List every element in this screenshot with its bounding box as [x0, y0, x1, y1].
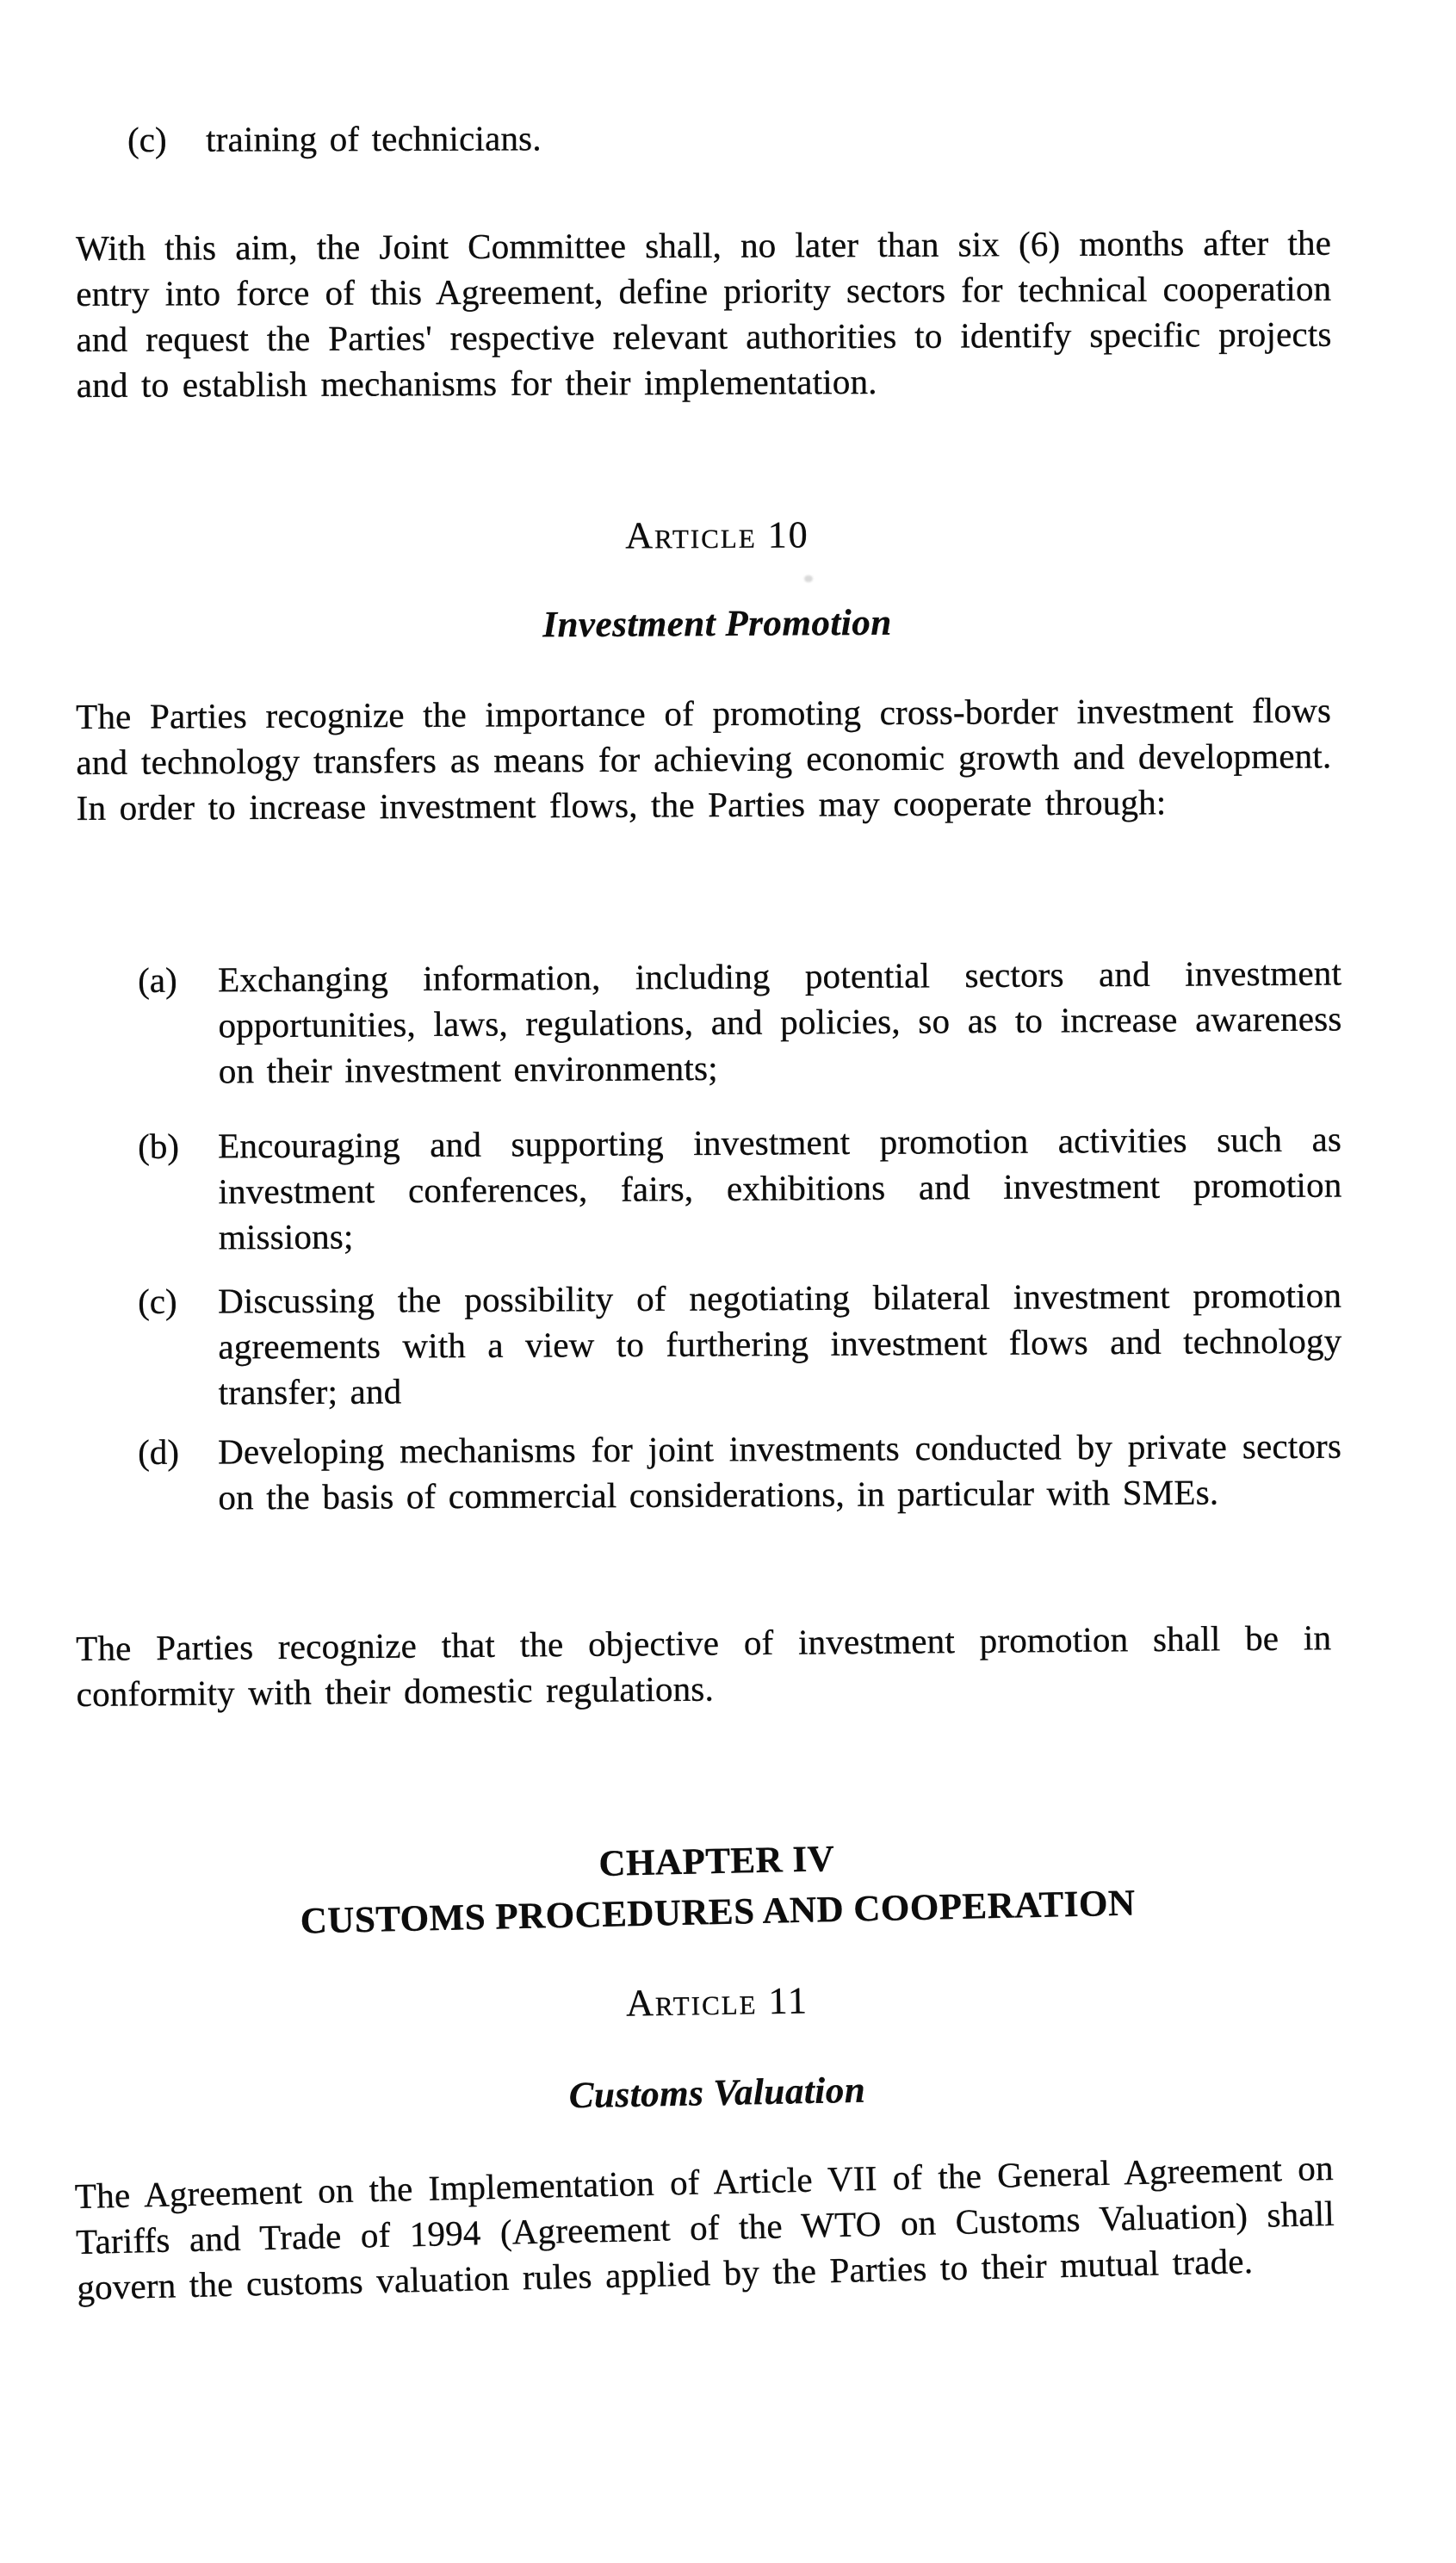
article-10-heading: Article 10 [625, 513, 809, 557]
list-item-label: (c) [138, 1281, 177, 1321]
paragraph-joint-committee: With this aim, the Joint Committee shall, no later than six (6) months after the entry into force of this Agreement, define priority sectors for technical cooperation and request the Parties' respective relevant authorities to identify specific projects and to establish mechanisms for their implementation. [76, 222, 1332, 405]
article-11-heading: Article 11 [625, 1979, 809, 2025]
list-item-text: Encouraging and supporting investment promotion activities such as investment conferences, fairs, exhibitions and investment promotion missions; [218, 1119, 1342, 1257]
paragraph-investment-promotion-intro: The Parties recognize the importance of promoting cross-border investment flows and technology transfers as means for achieving economic growth and development. In order to increase investment flows, the Parties may cooperate through: [76, 690, 1332, 828]
scan-artifact [804, 575, 813, 582]
list-item-text: Discussing the possibility of negotiating bilateral investment promotion agreements with a view to furthering investment flows and technology transfer; and [218, 1275, 1342, 1412]
list-item-text: training of technicians. [206, 118, 542, 159]
list-item-label: (a) [138, 959, 177, 1000]
chapter-heading [51, 1821, 1384, 1952]
list-item-label: (c) [127, 119, 167, 159]
chapter-title: CUSTOMS PROCEDURES AND COOPERATION [300, 1883, 1136, 1942]
list-item-text: Developing mechanisms for joint investments conducted by private sectors on the basis of commercial considerations, in particular with SMEs. [218, 1425, 1342, 1517]
article-10-title: Investment Promotion [542, 602, 892, 646]
article-11-title: Customs Valuation [568, 2070, 866, 2117]
list-item-a [138, 950, 1342, 1095]
list-item-label: (d) [138, 1431, 180, 1472]
list-item-d [138, 1424, 1342, 1521]
chapter-number: CHAPTER IV [598, 1839, 835, 1884]
list-item-c [138, 1273, 1342, 1416]
list-item-training [127, 113, 1333, 163]
list-item-b [138, 1116, 1342, 1261]
paragraph-objective-conformity: The Parties recognize that the objective of investment promotion shall be in conformity with their domestic regulations. [76, 1617, 1332, 1714]
list-item-label: (b) [138, 1126, 180, 1166]
list-item-text: Exchanging information, including potential sectors and investment opportunities, laws, regulations, and policies, so as to increase awareness on their investment environments; [218, 953, 1342, 1091]
paragraph-customs-valuation: The Agreement on the Implementation of Article VII of the General Agreement on Tariffs and Trade of 1994 (Agreement of the WTO on Customs Valuation) shall govern the customs valuation rules applied by the Parties to their mutual trade. [74, 2147, 1335, 2308]
